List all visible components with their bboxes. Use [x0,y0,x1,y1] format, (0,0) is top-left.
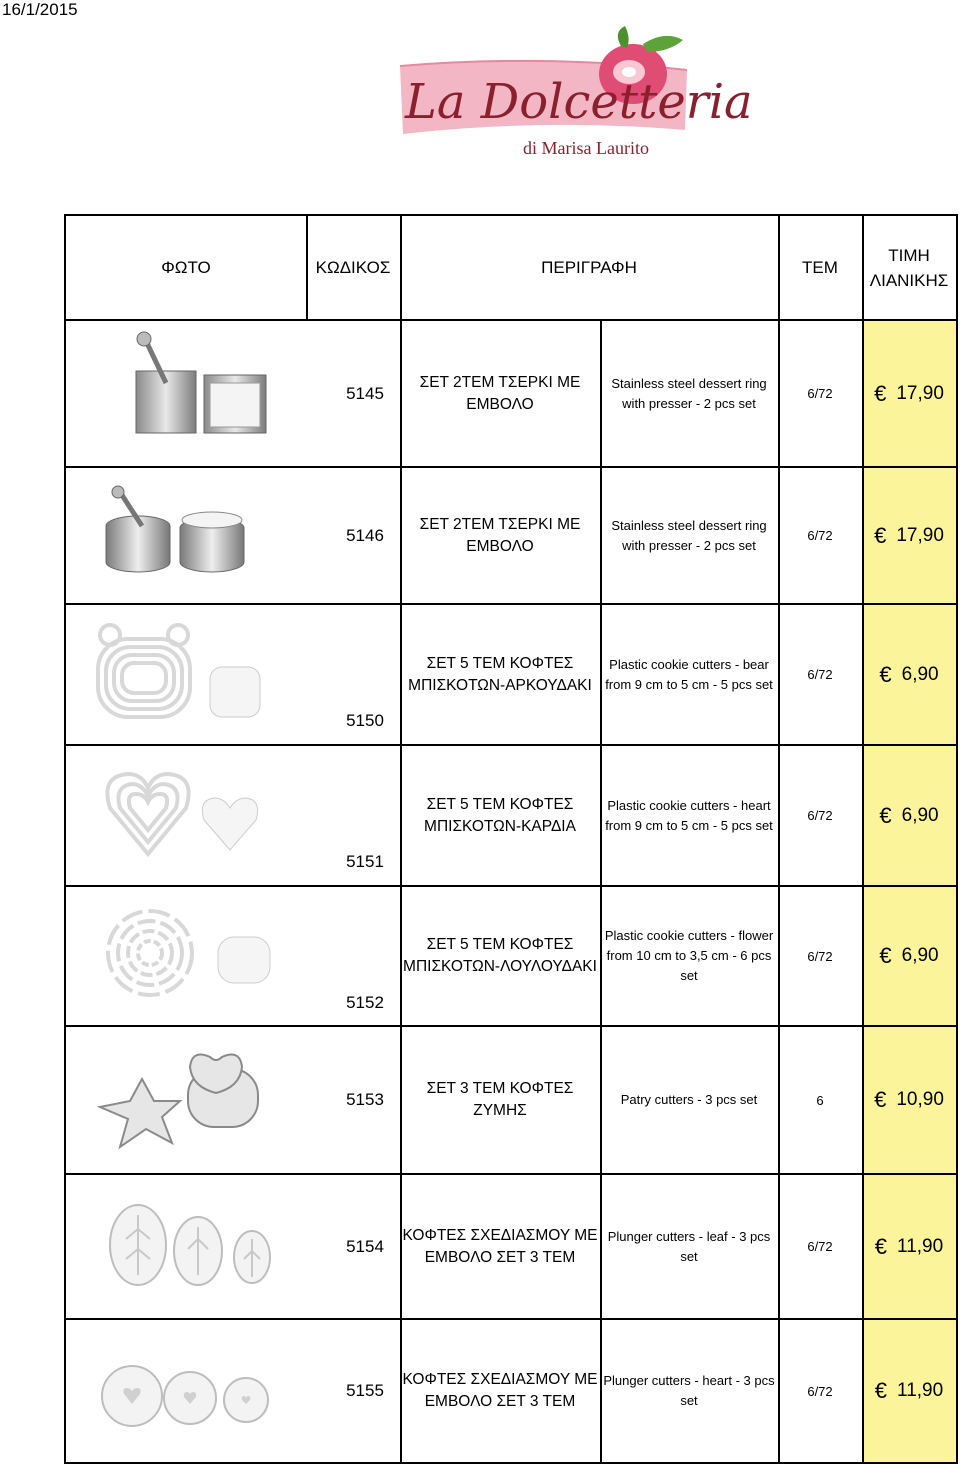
table-row [66,1027,956,1175]
row-qty: 6/72 [807,528,833,543]
leaf-plunger-image [106,1199,286,1295]
row-code: 5150 [346,711,384,730]
row-description-en: Plunger cutters - heart - 3 pcs set [603,1373,775,1408]
euro-icon: € [874,1233,888,1259]
row-description-gr: ΣΕΤ 2ΤΕΜ ΤΣΕΡΚΙ ΜΕ ΕΜΒΟΛΟ [419,373,581,413]
row-price: € 6,90 [862,605,956,744]
euro-icon: € [879,943,892,968]
row-code: 5152 [346,993,384,1012]
row-price: € 6,90 [862,746,956,885]
row-description-gr: ΣΕΤ 5 ΤΕΜ ΚΟΦΤΕΣ ΜΠΙΣΚΟΤΩΝ-ΚΑΡΔΙΑ [424,795,576,835]
table-header [66,216,956,321]
row-code: 5151 [346,852,384,871]
euro-icon: € [874,380,887,406]
euro-icon: € [879,661,892,687]
header-price: ΤΙΜΗ ΛΙΑΝΙΚΗΣ [869,245,949,290]
euro-icon: € [874,1378,888,1403]
row-price: € 11,90 [862,1175,956,1318]
svg-text:di Marisa Laurito: di Marisa Laurito [523,138,649,158]
table-row [66,321,956,468]
row-price: € 17,90 [862,321,956,466]
row-code: 5146 [346,525,384,545]
row-description-gr: ΚΟΦΤΕΣ ΣΧΕΔΙΑΣΜΟΥ ΜΕ ΕΜΒΟΛΟ ΣΕΤ 3 ΤΕΜ [402,1371,598,1410]
table-row [66,887,956,1027]
row-price: € 10,90 [862,1027,956,1173]
row-code: 5154 [346,1236,384,1256]
heart-cutters-image [104,768,274,864]
price-list-table [64,214,958,1464]
row-description-gr: ΣΕΤ 2ΤΕΜ ΤΣΕΡΚΙ ΜΕ ΕΜΒΟΛΟ [419,515,581,555]
row-price: € 17,90 [862,468,956,603]
row-description-en: Stainless steel dessert ring with presser - 2 pcs set [611,517,767,553]
square-steel-rings-image [116,331,276,441]
table-row [66,746,956,887]
row-qty: 6 [816,1092,824,1108]
row-description-gr: ΣΕΤ 5 ΤΕΜ ΚΟΦΤΕΣ ΜΠΙΣΚΟΤΩΝ-ΛΟΥΛΟΥΔΑΚΙ [403,936,597,975]
pastry-cutters-image [92,1043,272,1159]
table-row [66,468,956,605]
header-code: ΚΩΔΙΚΟΣ [315,258,391,277]
euro-icon: € [874,522,887,548]
row-code: 5145 [346,383,384,403]
row-description-en: Patry cutters - 3 pcs set [620,1092,758,1107]
round-steel-rings-image [102,486,282,586]
row-qty: 6/72 [807,386,833,401]
row-description-en: Plastic cookie cutters - heart from 9 cm to 5 cm - 5 pcs set [605,797,773,833]
row-description-en: Plastic cookie cutters - bear from 9 cm to 5 cm - 5 pcs set [605,656,773,692]
print-date: 16/1/2015 [2,0,78,19]
la-dolcetteria-logo [395,18,753,163]
row-qty: 6/72 [807,667,833,682]
header-photo: ΦΩΤΟ [161,258,211,277]
row-description-gr: ΣΕΤ 5 ΤΕΜ ΚΟΦΤΕΣ ΜΠΙΣΚΟΤΩΝ-ΑΡΚΟΥΔΑΚΙ [408,654,592,694]
row-description-gr: ΣΕΤ 3 ΤΕΜ ΚΟΦΤΕΣ ΖΥΜΗΣ [426,1080,574,1119]
euro-icon: € [874,1087,887,1112]
row-qty: 6/72 [807,1239,833,1254]
flower-cutters-image [100,907,280,999]
table-row [66,1320,956,1462]
row-description-en: Stainless steel dessert ring with presser - 2 pcs set [611,375,767,411]
row-description-en: Plunger cutters - leaf - 3 pcs set [607,1228,771,1264]
heart-plunger-image [98,1344,278,1440]
header-description: ΠΕΡΙΓΡΑΦΗ [541,258,637,277]
row-price: € 11,90 [862,1320,956,1462]
row-qty: 6/72 [807,948,833,964]
row-code: 5153 [346,1090,384,1109]
row-qty: 6/72 [807,1383,833,1399]
row-code: 5155 [346,1381,384,1400]
row-qty: 6/72 [807,808,833,823]
row-description-gr: ΚΟΦΤΕΣ ΣΧΕΔΙΑΣΜΟΥ ΜΕ ΕΜΒΟΛΟ ΣΕΤ 3 ΤΕΜ [402,1226,598,1266]
bear-cutters-image [94,623,274,727]
table-row [66,1175,956,1320]
euro-icon: € [879,802,892,828]
header-qty: ΤΕΜ [802,258,838,277]
svg-text:La Dolcetteria: La Dolcetteria [405,74,753,130]
row-price: € 6,90 [862,887,956,1025]
table-row [66,605,956,746]
row-description-en: Plastic cookie cutters - flower from 10 cm to 3,5 cm - 6 pcs set [604,928,774,983]
